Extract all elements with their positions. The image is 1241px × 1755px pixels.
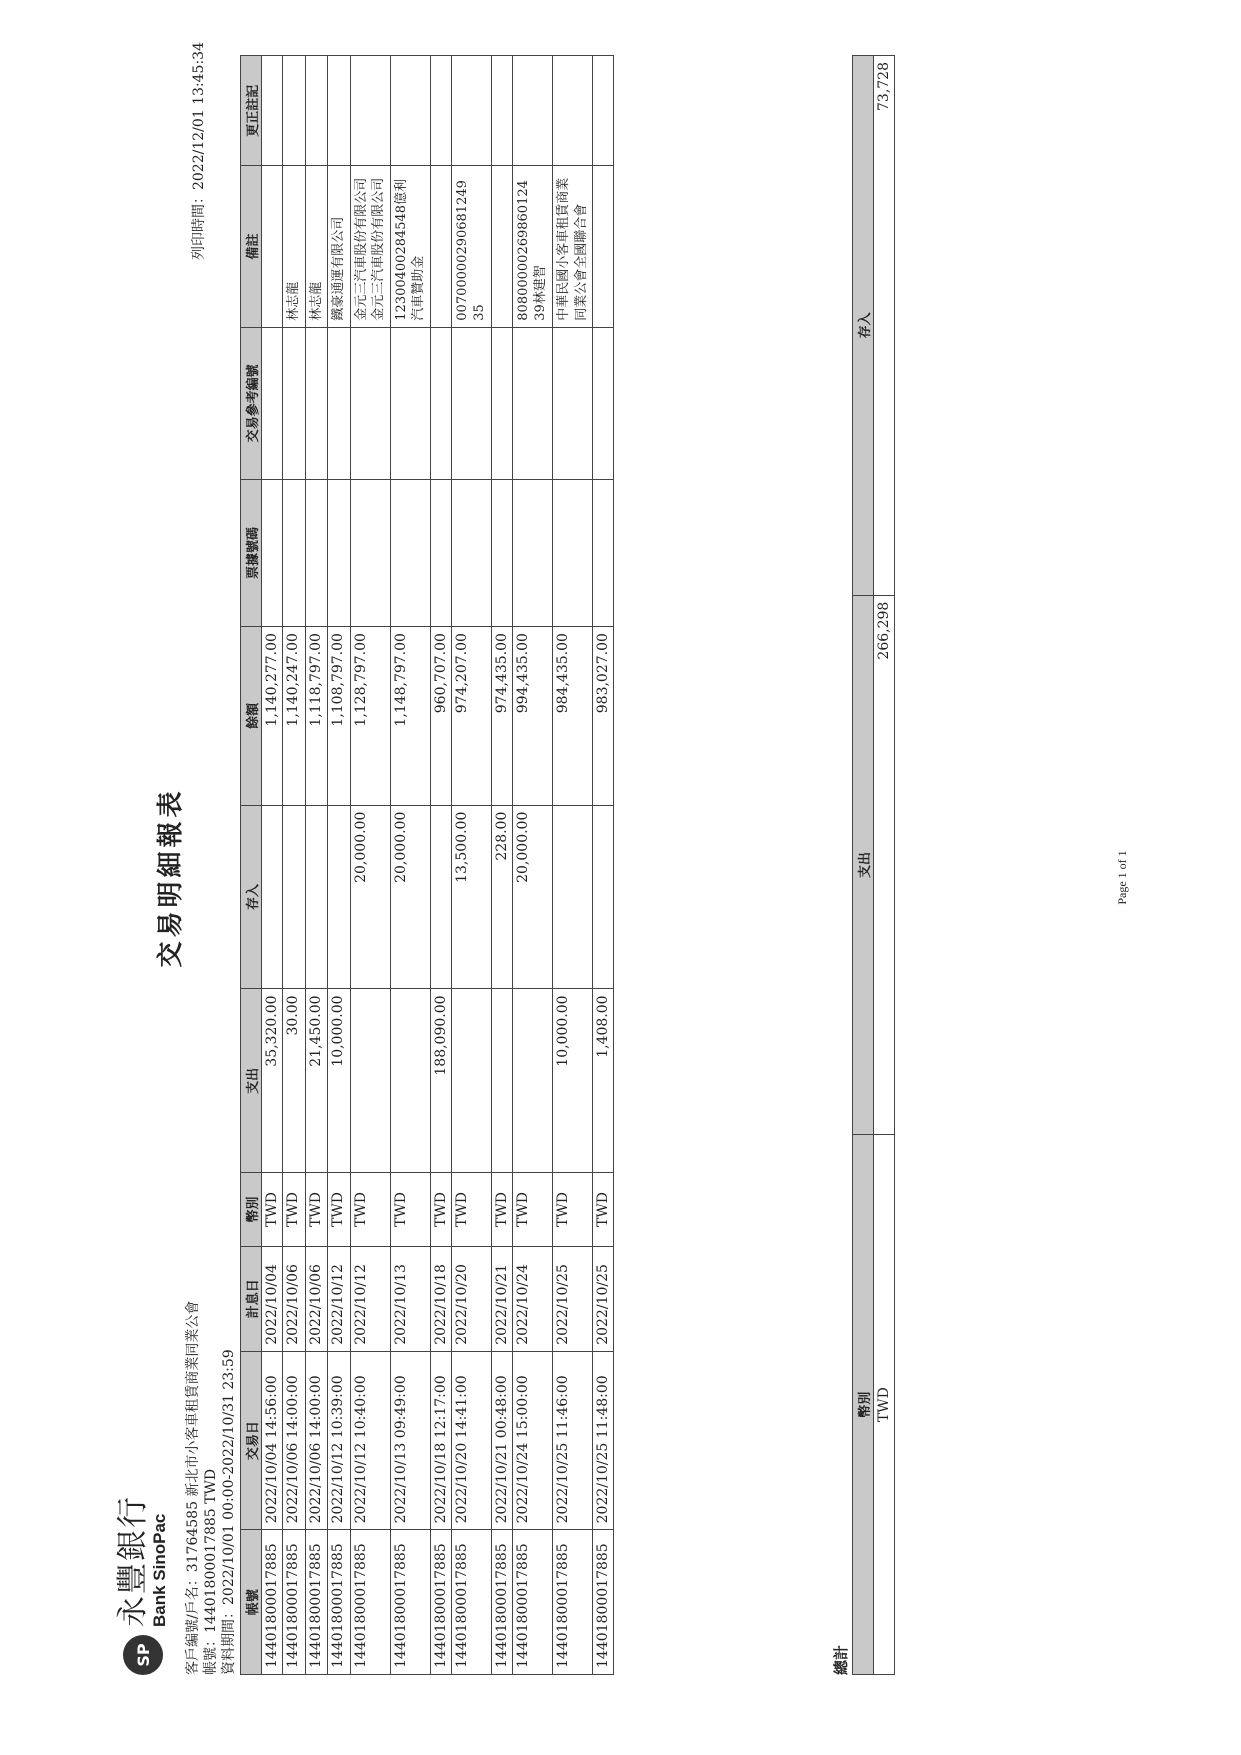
table-cell: TWD bbox=[593, 1173, 614, 1247]
table-cell bbox=[593, 327, 614, 479]
table-cell: 2022/10/06 bbox=[305, 1246, 328, 1351]
table-cell bbox=[350, 480, 390, 627]
table-cell: 2022/10/25 11:46:00 bbox=[553, 1351, 593, 1530]
table-cell bbox=[512, 56, 552, 166]
table-cell bbox=[491, 166, 512, 327]
column-header: 備註 bbox=[241, 166, 262, 327]
table-cell: 2022/10/25 bbox=[593, 1246, 614, 1351]
table-cell: 1,108,797.00 bbox=[328, 627, 351, 806]
column-header: 餘額 bbox=[241, 627, 262, 806]
table-cell bbox=[593, 480, 614, 627]
bank-name-en: Bank SinoPac bbox=[150, 1513, 169, 1627]
page-number: Page 1 of 1 bbox=[1115, 850, 1129, 905]
table-cell: 2022/10/25 bbox=[553, 1246, 593, 1351]
summary-cell: 73,728 bbox=[874, 56, 895, 596]
table-cell: 1,118,797.00 bbox=[305, 627, 328, 806]
table-cell: 林志龍 bbox=[283, 166, 306, 327]
table-cell bbox=[430, 805, 451, 989]
table-cell: 1,140,247.00 bbox=[283, 627, 306, 806]
column-header: 計息日 bbox=[241, 1246, 262, 1351]
table-cell bbox=[451, 480, 491, 627]
table-cell: 2022/10/12 bbox=[328, 1246, 351, 1351]
table-cell bbox=[262, 327, 283, 479]
table-row bbox=[451, 56, 491, 1675]
table-cell: 10,000.00 bbox=[328, 989, 351, 1173]
customer-line: 客戶編號/戶名：31764585 新北市小客車租賃商業同業公會 bbox=[185, 1300, 201, 1675]
table-cell bbox=[553, 480, 593, 627]
summary-cell: 266,298 bbox=[874, 595, 895, 1135]
table-row bbox=[262, 56, 283, 1675]
table-cell: 14401800017885 bbox=[283, 1530, 306, 1675]
table-cell bbox=[390, 480, 430, 627]
column-header: 存入 bbox=[241, 805, 262, 989]
table-cell: 14401800017885 bbox=[491, 1530, 512, 1675]
table-cell: 1,128,797.00 bbox=[350, 627, 390, 806]
table-cell bbox=[491, 327, 512, 479]
table-cell bbox=[283, 56, 306, 166]
table-cell: 2022/10/12 10:40:00 bbox=[350, 1351, 390, 1530]
table-cell: 14401800017885 bbox=[350, 1530, 390, 1675]
table-cell: 14401800017885 bbox=[262, 1530, 283, 1675]
table-cell: TWD bbox=[430, 1173, 451, 1247]
column-header: 交易參考編號 bbox=[241, 327, 262, 479]
table-cell: 2022/10/21 bbox=[491, 1246, 512, 1351]
table-cell: 983,027.00 bbox=[593, 627, 614, 806]
table-cell: 2022/10/20 bbox=[451, 1246, 491, 1351]
table-cell bbox=[593, 166, 614, 327]
table-cell bbox=[553, 56, 593, 166]
table-cell bbox=[262, 56, 283, 166]
table-cell: 1,148,797.00 bbox=[390, 627, 430, 806]
table-cell: 2022/10/24 15:00:00 bbox=[512, 1351, 552, 1530]
column-header: 交易日 bbox=[241, 1351, 262, 1530]
bank-name-zh: 永豐銀行 bbox=[115, 1495, 151, 1627]
table-cell bbox=[283, 327, 306, 479]
table-cell: 2022/10/20 14:41:00 bbox=[451, 1351, 491, 1530]
table-cell: 2022/10/12 10:39:00 bbox=[328, 1351, 351, 1530]
table-cell: 14401800017885 bbox=[430, 1530, 451, 1675]
table-cell: 20,000.00 bbox=[512, 805, 552, 989]
table-cell: 20,000.00 bbox=[350, 805, 390, 989]
table-cell: 30.00 bbox=[283, 989, 306, 1173]
table-cell: TWD bbox=[512, 1173, 552, 1247]
account-line: 帳號：14401800017885 TWD bbox=[203, 1468, 219, 1675]
table-cell bbox=[430, 327, 451, 479]
table-cell bbox=[430, 56, 451, 166]
table-cell: TWD bbox=[390, 1173, 430, 1247]
table-row bbox=[491, 56, 512, 1675]
table-row bbox=[512, 56, 552, 1675]
table-cell bbox=[451, 56, 491, 166]
table-cell: 960,707.00 bbox=[430, 627, 451, 806]
table-cell: 2022/10/06 14:00:00 bbox=[305, 1351, 328, 1530]
table-cell: 10,000.00 bbox=[553, 989, 593, 1173]
table-cell bbox=[283, 805, 306, 989]
table-cell bbox=[390, 989, 430, 1173]
table-cell: 1,408.00 bbox=[593, 989, 614, 1173]
table-cell: 35,320.00 bbox=[262, 989, 283, 1173]
table-cell bbox=[328, 327, 351, 479]
table-cell bbox=[262, 805, 283, 989]
table-cell bbox=[491, 989, 512, 1173]
summary-row bbox=[874, 56, 895, 1675]
table-cell: 2022/10/18 12:17:00 bbox=[430, 1351, 451, 1530]
table-row bbox=[390, 56, 430, 1675]
table-cell bbox=[305, 480, 328, 627]
summary-column-header: 存入 bbox=[853, 56, 874, 596]
table-cell: 21,450.00 bbox=[305, 989, 328, 1173]
table-cell bbox=[390, 327, 430, 479]
print-time: 列印時間：2022/12/01 13:45:34 bbox=[191, 42, 207, 261]
period-line: 資料期間：2022/10/01 00:00-2022/10/31 23:59 bbox=[221, 1349, 237, 1675]
table-cell bbox=[430, 166, 451, 327]
column-header: 更正註記 bbox=[241, 56, 262, 166]
table-cell: TWD bbox=[350, 1173, 390, 1247]
table-cell: 13,500.00 bbox=[451, 805, 491, 989]
table-cell: 2022/10/06 14:00:00 bbox=[283, 1351, 306, 1530]
table-cell bbox=[430, 480, 451, 627]
table-cell: 鐵豪通運有限公司 bbox=[328, 166, 351, 327]
table-cell bbox=[451, 327, 491, 479]
summary-table bbox=[852, 55, 895, 1675]
table-cell bbox=[512, 989, 552, 1173]
bank-logo-icon: SP bbox=[123, 1635, 163, 1675]
table-cell: 14401800017885 bbox=[305, 1530, 328, 1675]
table-cell: 金元三汽車股份有限公司金元三汽車股份有限公司 bbox=[350, 166, 390, 327]
table-cell: 20,000.00 bbox=[390, 805, 430, 989]
table-cell: 14401800017885 bbox=[328, 1530, 351, 1675]
table-cell: 2022/10/04 14:56:00 bbox=[262, 1351, 283, 1530]
table-cell: 2022/10/18 bbox=[430, 1246, 451, 1351]
table-cell bbox=[390, 56, 430, 166]
table-cell bbox=[350, 327, 390, 479]
column-header: 票據號碼 bbox=[241, 480, 262, 627]
table-cell: TWD bbox=[262, 1173, 283, 1247]
table-cell: 2022/10/13 bbox=[390, 1246, 430, 1351]
column-header: 帳號 bbox=[241, 1530, 262, 1675]
table-cell bbox=[491, 56, 512, 166]
table-cell: 14401800017885 bbox=[553, 1530, 593, 1675]
table-cell bbox=[350, 989, 390, 1173]
table-header-row bbox=[241, 56, 262, 1675]
table-cell: 14401800017885 bbox=[390, 1530, 430, 1675]
table-row bbox=[350, 56, 390, 1675]
table-cell: 00700000290681249 35 bbox=[451, 166, 491, 327]
table-cell: 974,207.00 bbox=[451, 627, 491, 806]
table-cell bbox=[350, 56, 390, 166]
summary-title: 總計 bbox=[832, 1644, 850, 1675]
transaction-table bbox=[240, 55, 614, 1675]
table-cell bbox=[451, 989, 491, 1173]
table-cell: TWD bbox=[491, 1173, 512, 1247]
table-cell bbox=[283, 480, 306, 627]
table-cell bbox=[262, 480, 283, 627]
table-cell bbox=[328, 56, 351, 166]
table-cell: 994,435.00 bbox=[512, 627, 552, 806]
table-cell bbox=[512, 327, 552, 479]
report-title: 交易明細報表 bbox=[156, 787, 186, 968]
table-cell bbox=[593, 805, 614, 989]
table-row bbox=[328, 56, 351, 1675]
column-header: 幣別 bbox=[241, 1173, 262, 1247]
summary-column-header: 幣別 bbox=[853, 1135, 874, 1675]
table-cell bbox=[305, 56, 328, 166]
table-cell: TWD bbox=[328, 1173, 351, 1247]
summary-header-row bbox=[853, 56, 874, 1675]
table-cell: 2022/10/13 09:49:00 bbox=[390, 1351, 430, 1530]
table-cell: 2022/10/04 bbox=[262, 1246, 283, 1351]
table-cell: 14401800017885 bbox=[451, 1530, 491, 1675]
table-cell bbox=[593, 56, 614, 166]
table-cell: 228.00 bbox=[491, 805, 512, 989]
table-cell: 林志龍 bbox=[305, 166, 328, 327]
table-row bbox=[593, 56, 614, 1675]
table-cell bbox=[328, 480, 351, 627]
table-cell: 2022/10/12 bbox=[350, 1246, 390, 1351]
table-row bbox=[553, 56, 593, 1675]
table-cell bbox=[512, 480, 552, 627]
table-cell: 2022/10/06 bbox=[283, 1246, 306, 1351]
table-cell: 188,090.00 bbox=[430, 989, 451, 1173]
table-cell: TWD bbox=[283, 1173, 306, 1247]
summary-column-header: 支出 bbox=[853, 595, 874, 1135]
table-cell: 中華民國小客車租賃商業同業公會全國聯合會 bbox=[553, 166, 593, 327]
table-cell bbox=[553, 805, 593, 989]
table-cell bbox=[328, 805, 351, 989]
table-cell: 14401800017885 bbox=[593, 1530, 614, 1675]
table-row bbox=[283, 56, 306, 1675]
table-cell: 2022/10/21 00:48:00 bbox=[491, 1351, 512, 1530]
table-cell bbox=[305, 805, 328, 989]
table-cell: 1,140,277.00 bbox=[262, 627, 283, 806]
table-row bbox=[305, 56, 328, 1675]
table-cell: 2022/10/24 bbox=[512, 1246, 552, 1351]
summary-cell: TWD bbox=[874, 1135, 895, 1675]
table-cell: 14401800017885 bbox=[512, 1530, 552, 1675]
table-cell bbox=[262, 166, 283, 327]
table-cell: TWD bbox=[451, 1173, 491, 1247]
table-cell: 80800000269860124 39林建智 bbox=[512, 166, 552, 327]
table-cell: TWD bbox=[305, 1173, 328, 1247]
table-cell: 984,435.00 bbox=[553, 627, 593, 806]
table-cell: TWD bbox=[553, 1173, 593, 1247]
table-cell: 974,435.00 bbox=[491, 627, 512, 806]
table-cell: 2022/10/25 11:48:00 bbox=[593, 1351, 614, 1530]
table-cell bbox=[491, 480, 512, 627]
table-row bbox=[430, 56, 451, 1675]
table-cell bbox=[305, 327, 328, 479]
table-cell bbox=[553, 327, 593, 479]
column-header: 支出 bbox=[241, 989, 262, 1173]
table-cell: 12300400284548億利汽車贊助金 bbox=[390, 166, 430, 327]
